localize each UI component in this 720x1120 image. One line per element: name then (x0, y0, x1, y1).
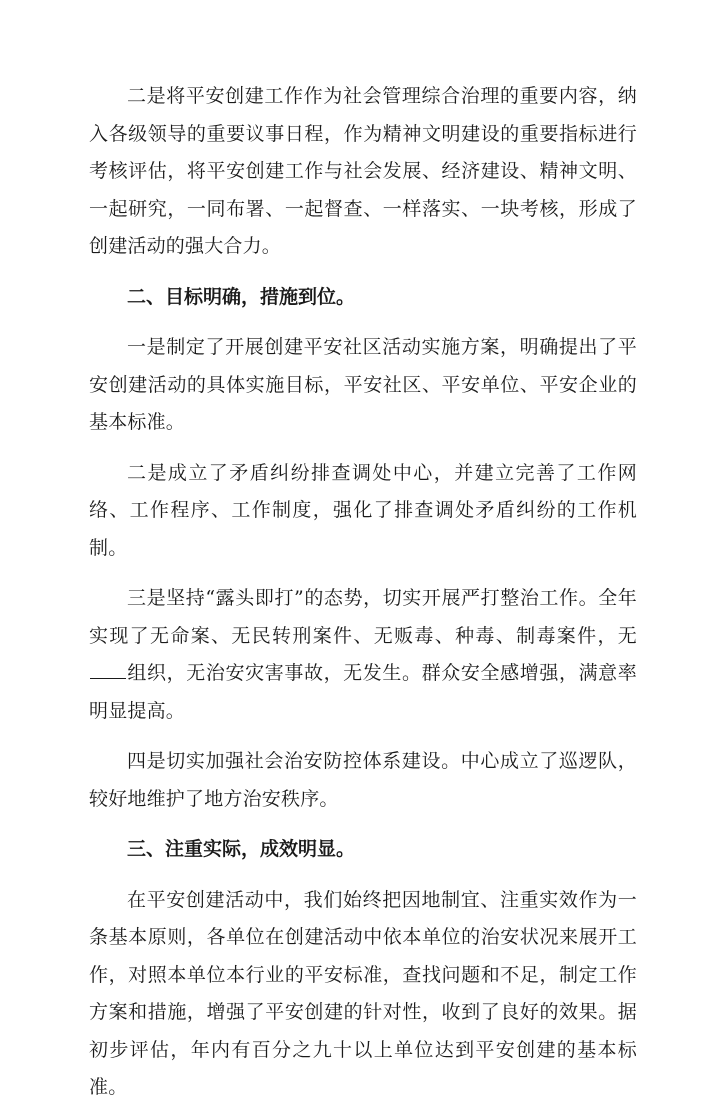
document-page (89, 78, 637, 1120)
paragraph-2: 一是制定了开展创建平安社区活动实施方案，明确提出了平安创建活动的具体实施目标，平安社区、平安单位、平安企业的基本标准。 (89, 336, 637, 433)
blank-underline (90, 663, 126, 679)
paragraph-4 (89, 580, 637, 730)
paragraph-1: 二是将平安创建工作作为社会管理综合治理的重要内容，纳入各级领导的重要议事日程，作为精神文明建设的重要指标进行考核评估，将平安创建工作与社会发展、经济建设、精神文明、一起研究，一同布署、一起督查、一样落实、一块考核，形成了创建活动的强大合力。 (89, 85, 637, 257)
paragraph-4-part-b: 组织，无治安灾害事故，无发生。群众安全感增强，满意率明显提高。 (89, 662, 637, 722)
paragraph-5: 四是切实加强社会治安防控体系建设。中心成立了巡逻队，较好地维护了地方治安秩序。 (89, 750, 637, 810)
section-heading-3: 三、注重实际，成效明显。 (127, 838, 356, 860)
paragraph-3: 二是成立了矛盾纠纷排查调处中心，并建立完善了工作网络、工作程序、工作制度，强化了排查调处矛盾纠纷的工作机制。 (89, 461, 637, 559)
paragraph-6: 在平安创建活动中，我们始终把因地制宜、注重实效作为一条基本原则，各单位在创建活动中依本单位的治安状况来展开工作，对照本单位本行业的平安标准，查找问题和不足，制定工作方案和措施，增强了平安创建的针对性，收到了良好的效果。据初步评估，年内有百分之九十以上单位达到平安创建的基本标准。 (89, 888, 637, 1098)
section-heading-2: 二、目标明确，措施到位。 (127, 285, 356, 308)
paragraph-4-part-a: 三是坚持“露头即打”的态势，切实开展严打整治工作。全年实现了无命案、无民转刑案件、无贩毒、种毒、制毒案件，无 (89, 587, 637, 647)
